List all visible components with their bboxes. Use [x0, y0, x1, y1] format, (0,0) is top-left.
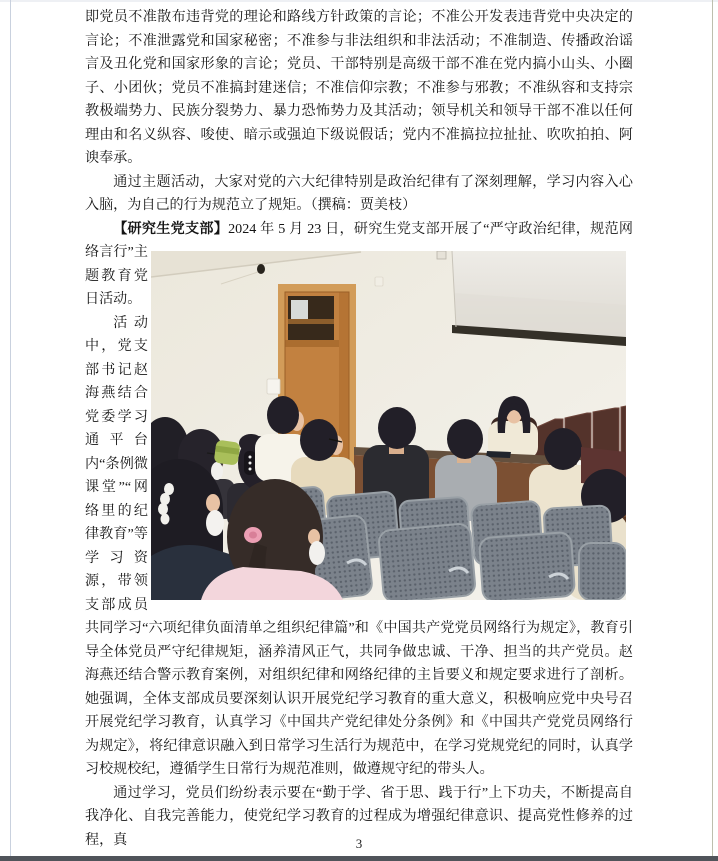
page-bottom-bar [0, 856, 718, 861]
document-body [85, 6, 633, 852]
photo-projection-screen [437, 251, 626, 346]
branch-name-bold: 【研究生党支部】 [113, 220, 229, 237]
page-number: 3 [355, 836, 363, 851]
photo-wall-speaker [257, 264, 265, 274]
body-paragraph-discipline-list: 即党员不准散布违背党的理论和路线方针政策的言论；不准公开发表违背党中央决定的言论；不准泄露党和国家秘密；不准参与非法组织和非法活动；不准制造、传播政治谣言及丑化党和国家形象的言论；党员、干部特别是高级干部不准在党内搞小山头、小圈子、小团伙；党员不准搞封建迷信；不准信仰宗教；不准参与邪教；不准纵容和支持宗教极端势力、民族分裂势力、暴力恐怖势力及其活动；领导机关和领导干部不准以任何理由和名义纵容、唆使、暗示或强迫下级说假话；党内不准搞拉拉扯扯、吹吹拍拍、阿谀奉承。 [85, 9, 633, 166]
page-right-edge [712, 0, 713, 856]
page-top-edge [0, 0, 718, 2]
page-left-edge [10, 0, 11, 856]
photo-light-switch [267, 379, 280, 394]
body-paragraph-graduate-branch [85, 218, 633, 312]
photo-green-cup [214, 440, 241, 466]
body-paragraph-closing: 通过学习，党员们纷纷表示要在“勤于学、省于思、践于行”上下功夫，不断提高自我净化、自我完善能力，使党纪学习教育的过程成为增强纪律意识、提高党性修养的过程，真 [85, 784, 633, 848]
body-paragraph-summary: 通过主题活动，大家对党的六大纪律特别是政治纪律有了深刻理解，学习内容入心入脑，为自己的行为规范立了规矩。（撰稿：贾美枝） [85, 173, 633, 213]
branch-intro-text: 2024 年 5 月 23 日，研究生党支部开展了“严守政治纪律，规范网络 [85, 220, 633, 260]
photo-wall-outlet [375, 277, 383, 286]
branch-intro-wrap-text: 言行”主题教育党日活动。 [85, 244, 148, 307]
photo-notebook [486, 451, 511, 458]
body-paragraph-activity-detail: 活动中，党支部书记赵海燕结合党委学习通平台内“条例微课堂”“网络里的纪律教育”等学习资源，带领支部成员共同学习“六项纪律负面清单之组织纪律篇”和《中国共产党党员网络行为规定》，教育引导全体党员严守纪律规矩，涵养清风正气，共同争做忠诚、干净、担当的共产党员。赵海燕还结合警示教育案例，对组织纪律和网络纪律的主旨要义和规定要求进行了剖析。她强调，全体支部成员要深刻认识开展党纪学习教育的重大意义，积极响应党中央号召开展党纪学习教育，认真学习《中国共产党纪律处分条例》和《中国共产党党员网络行为规定》，将纪律意识融入到日常学习生活行为规范中，在学习党规党纪的同时，认真学习校规校纪，遵循学生日常行为规范准则，做遵规守纪的带头人。 [85, 314, 633, 777]
classroom-photo [151, 251, 626, 600]
